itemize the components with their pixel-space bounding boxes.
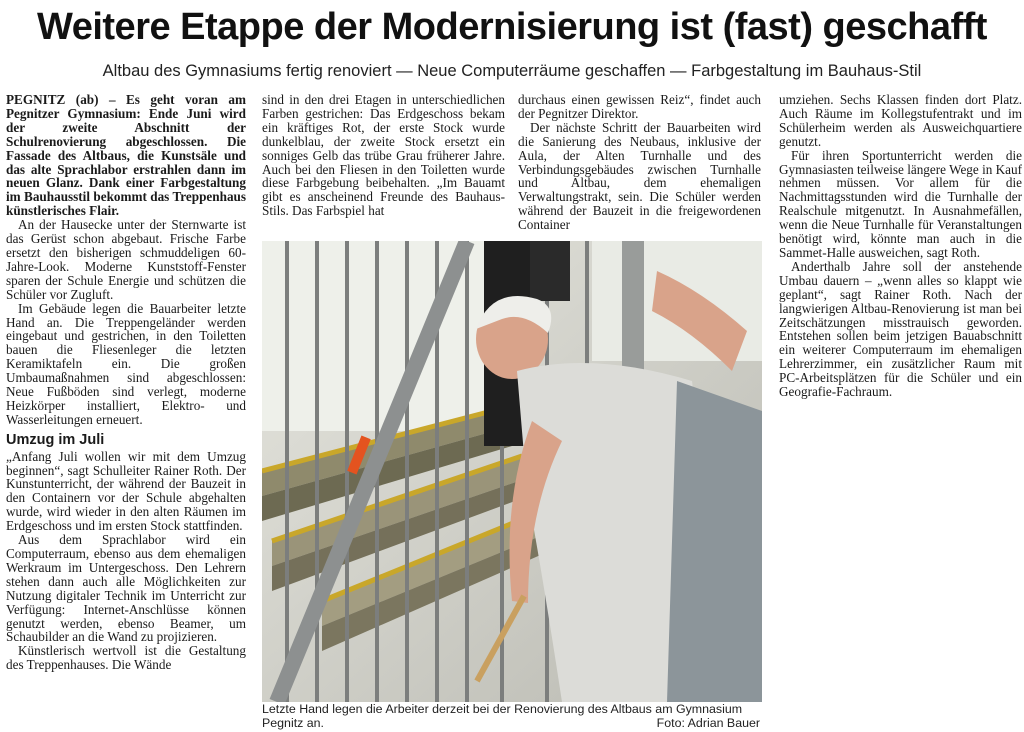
body-paragraph: durchaus einen gewissen Reiz“, findet auch der Pegnitzer Direktor.	[518, 93, 761, 121]
photo-caption	[262, 703, 762, 732]
body-paragraph: Für ihren Sportunterricht werden die Gymnasiasten teilweise längere Wege in Kauf nehmen müssen. Vor allem für die Nachmittagsstunden wird die Turnhalle der Realschule mitgenutzt. In Ausnahmefällen, wenn die Neue Turnhalle für Veranstaltungen benötigt wird, könnte man auch in die Sammet-Halle ausweichen, sagt Roth.	[779, 147, 1022, 260]
body-paragraph: An der Hausecke unter der Sternwarte ist das Gerüst schon abgebaut. Frische Farbe ersetzt den bisherigen schmuddeligen 60-Jahre-Look. Moderne Kunststoff-Fenster sparen der Schule Energie und schützen die Schüler vor Zugluft.	[6, 217, 246, 302]
article-subheadline: Altbau des Gymnasiums fertig renoviert — Neue Computerräume geschaffen — Farbgestaltung im Bauhaus-Stil	[102, 62, 922, 80]
body-paragraph: sind in den drei Etagen in unterschiedlichen Farben gestrichen: Das Erdgeschoss bekam ein kräftiges Rot, der erste Stock wurde dunkelblau, der zweite Stock ersetzt ein sonniges Gelb das trübe Grau früherer Jahre. Auch bei den Fliesen in den Toiletten wurde diese Farbgebung beibehalten. „Im Bauamt gibt es anscheinend Freunde des Bauhaus-Stils. Das Farbspiel hat	[262, 93, 505, 219]
body-paragraph: umziehen. Sechs Klassen finden dort Platz. Auch Räume im Kollegstufentrakt und im Schülerheim werden als Ausweichquartiere genutzt.	[779, 93, 1022, 149]
text-column-3	[518, 93, 761, 233]
body-paragraph: Künstlerisch wertvoll ist die Gestaltung des Treppenhauses. Die Wände	[6, 643, 246, 673]
photo-credit: Foto: Adrian Bauer	[656, 715, 760, 730]
lead-paragraph	[6, 93, 246, 218]
dateline: PEGNITZ (ab) –	[6, 93, 116, 107]
section-heading: Umzug im Juli	[6, 431, 105, 448]
photo-illustration	[262, 241, 762, 702]
body-paragraph: Anderthalb Jahre soll der anstehende Umbau dauern – „wenn alles so klappt wie geplant“, sagt Rainer Roth. Nach der langwierigen Altbau-Renovierung ist man bei Zeitschätzungen misstrauisch geworden. Entstehen sollen beim jetzigen Bauabschnitt ein weiterer Computerraum im ehemaligen Lehrerzimmer, ein zusätzlicher Raum mit PC-Arbeitsplätzen für die Schüler und ein Geografie-Fachraum.	[779, 258, 1022, 400]
article-headline: Weitere Etappe der Modernisierung ist (fast) geschafft	[37, 6, 987, 48]
body-paragraph: Der nächste Schritt der Bauarbeiten wird die Sanierung des Neubaus, inklusive der Aula, der Alten Turnhalle und des Verbindungsgebäudes zwischen Turnhalle und Altbau, dem ehemaligen Verwaltungstrakt, sein. Die Schüler werden während der Bauzeit in die freigewordenen Container	[518, 119, 761, 233]
body-paragraph: Im Gebäude legen die Bauarbeiter letzte Hand an. Die Treppengeländer werden eingebaut und gestrichen, in den Toiletten bauen die Fliesenleger die letzten Keramiktafeln ein. Die großen Umbaumaßnahmen sind abgeschlossen: Neue Fußböden sind verlegt, moderne Heizkörper installiert, Elektro- und Wasserleitungen erneuert.	[6, 300, 246, 427]
article-photo	[262, 241, 762, 702]
text-column-4	[779, 93, 1022, 423]
text-column-2	[262, 93, 505, 233]
body-paragraph: „Anfang Juli wollen wir mit dem Umzug beginnen“, sagt Schulleiter Rainer Roth. Der Kunstunterricht, der während der Bauzeit in den Containern vor der Schule abgehalten wurde, wird wieder in den alten Räumen im Erdgeschoss und im ersten Stock stattfinden.	[6, 448, 246, 534]
caption-text: Letzte Hand legen die Arbeiter derzeit bei der Renovierung des Altbaus am Gymnasium Pegnitz an.	[262, 703, 743, 730]
text-column-1	[6, 93, 246, 732]
lead-text: Es geht voran am Pegnitzer Gymnasium: Ende Juni wird der zweite Abschnitt der Schulrenovierung abgeschlossen. Die Fassade des Altbaus, die Kunstsäle und das alte Sprachlabor erstrahlen dann im neuen Glanz. Dank einer Farbgestaltung im Bauhausstil bekommt das Treppenhaus künstlerisches Flair.	[6, 93, 246, 219]
body-paragraph: Aus dem Sprachlabor wird ein Computerraum, ebenso aus dem ehemaligen Werkraum im Untergeschoss. Den Lehrern stehen dann auch alle Möglichkeiten zur Nutzung digitaler Technik im Unterricht zur Verfügung: Internet-Anschlüsse können genutzt werden, ebenso Beamer, um Schaubilder an die Wand zu projizieren.	[6, 532, 246, 645]
